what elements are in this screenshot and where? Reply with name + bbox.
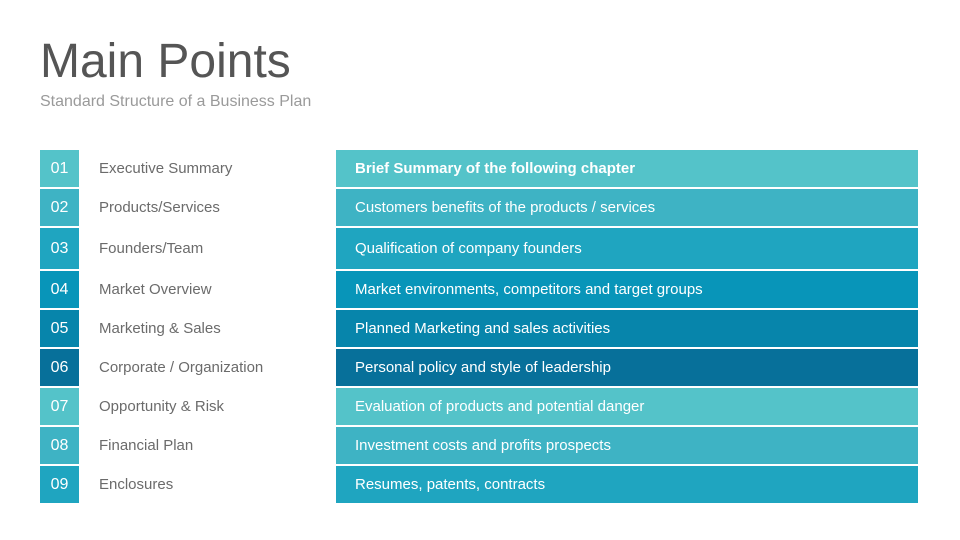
points-table	[40, 150, 918, 503]
page-subtitle: Standard Structure of a Business Plan	[40, 93, 312, 110]
row-number: 06	[40, 349, 79, 386]
table-row	[40, 388, 918, 425]
row-description: Market environments, competitors and target groups	[336, 271, 918, 308]
row-number: 03	[40, 228, 79, 269]
row-label: Enclosures	[99, 476, 174, 493]
row-label: Marketing & Sales	[99, 320, 221, 337]
row-number: 07	[40, 388, 79, 425]
row-number: 04	[40, 271, 79, 308]
table-row	[40, 271, 918, 308]
row-description: Personal policy and style of leadership	[336, 349, 918, 386]
row-description: Brief Summary of the following chapter	[336, 150, 918, 187]
table-row	[40, 310, 918, 347]
table-row	[40, 189, 918, 226]
row-description: Planned Marketing and sales activities	[336, 310, 918, 347]
row-description: Customers benefits of the products / services	[336, 189, 918, 226]
row-description: Resumes, patents, contracts	[336, 466, 918, 503]
table-row	[40, 466, 918, 503]
row-label: Products/Services	[99, 199, 220, 216]
row-number: 08	[40, 427, 79, 464]
row-label: Opportunity & Risk	[99, 398, 225, 415]
row-description: Investment costs and profits prospects	[336, 427, 918, 464]
table-row	[40, 150, 918, 187]
row-number: 02	[40, 189, 79, 226]
table-row	[40, 349, 918, 386]
row-label: Corporate / Organization	[99, 359, 264, 376]
table-row	[40, 228, 918, 269]
row-number: 09	[40, 466, 79, 503]
table-row	[40, 427, 918, 464]
page-title: Main Points	[40, 35, 291, 88]
row-label: Executive Summary	[99, 160, 233, 177]
row-description: Evaluation of products and potential danger	[336, 388, 918, 425]
row-number: 05	[40, 310, 79, 347]
row-label: Market Overview	[99, 281, 212, 298]
row-number: 01	[40, 150, 79, 187]
row-description: Qualification of company founders	[336, 228, 918, 269]
row-label: Financial Plan	[99, 437, 194, 454]
row-label: Founders/Team	[99, 240, 204, 257]
